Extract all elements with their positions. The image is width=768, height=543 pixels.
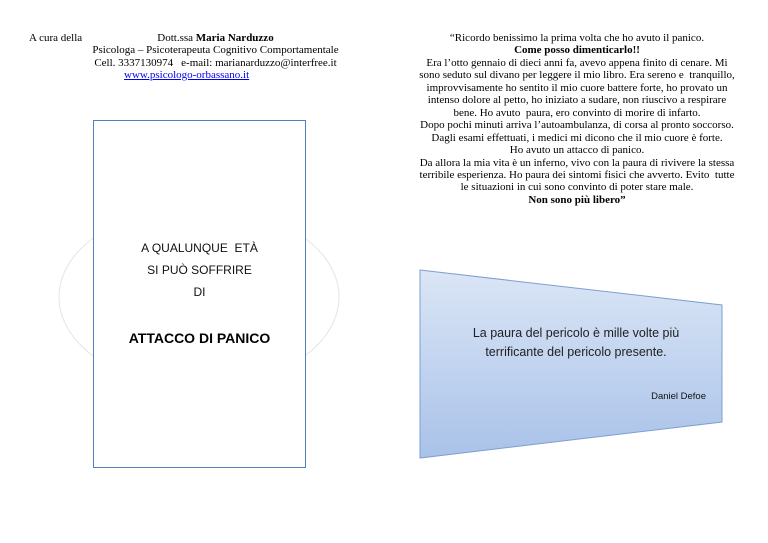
author-title: Dott.ssa	[157, 32, 194, 44]
cover-line-suffer: SI PUÒ SOFFRIRE	[147, 262, 252, 277]
cover-headline: ATTACCO DI PANICO	[128, 329, 271, 346]
testimony-line: improvvisamente ho sentito il mio cuore battere forte, ho provato un	[426, 81, 728, 94]
testimony-quote	[397, 32, 757, 206]
quote-text-line: La paura del pericolo è mille volte più	[472, 325, 680, 340]
author-line	[80, 32, 351, 44]
author-role: Psicologa – Psicoterapeuta Cognitivo Comportamentale	[92, 44, 339, 57]
testimony-line: terribile esperienza. Ho paura dei sintomi fisici che avverto. Evito tutte	[419, 168, 735, 181]
author-block	[80, 32, 351, 69]
testimony-line: sono seduto sul divano per leggere il mio libro. Era sereno e tranquillo,	[419, 69, 735, 82]
testimony-line: Ho avuto un attacco di panico.	[509, 144, 645, 157]
testimony-line: intenso dolore al petto, ho iniziato a sudare, non riuscivo a respirare	[427, 94, 727, 107]
author-phone: Cell. 3337130974	[94, 56, 174, 69]
author-name: Maria Narduzzo	[195, 32, 274, 44]
quote-banner-shape	[420, 270, 722, 458]
cover-line-age: A QUALUNQUE ETÀ	[141, 240, 258, 255]
website-link[interactable]: www.psicologo-orbassano.it	[124, 68, 250, 81]
cover-line-of: DI	[193, 284, 206, 299]
testimony-line: Dagli esami effettuati, i medici mi dicono che il mio cuore è forte.	[431, 131, 723, 144]
testimony-line: Non sono più libero”	[528, 193, 626, 206]
quote-banner	[418, 268, 726, 462]
testimony-line: “Ricordo benissimo la prima volta che ho avuto il panico.	[449, 32, 705, 44]
author-email: e-mail: marianarduzzo@interfree.it	[181, 56, 337, 69]
testimony-line: Da allora la mia vita è un inferno, vivo con la paura di rivivere la stessa	[419, 156, 735, 169]
quote-author: Daniel Defoe	[651, 391, 706, 402]
cover-panel	[93, 120, 306, 468]
quote-text-line: terrificante del pericolo presente.	[485, 344, 667, 359]
testimony-line: Era l’otto gennaio di dieci anni fa, avevo appena finito di cenare. Mi	[426, 56, 728, 69]
testimony-line: Come posso dimenticarlo!!	[514, 44, 640, 57]
quote-text	[440, 324, 712, 362]
author-contact	[80, 57, 351, 69]
testimony-line: bene. Ho avuto paura, ero convinto di morire di infarto.	[453, 106, 701, 119]
credit-prefix: A cura della	[29, 32, 83, 44]
testimony-line: le situazioni in cui sono convinto di poter stare male.	[460, 181, 694, 194]
testimony-line: Dopo pochi minuti arriva l’autoambulanza, di corsa al pronto soccorso.	[420, 119, 734, 132]
